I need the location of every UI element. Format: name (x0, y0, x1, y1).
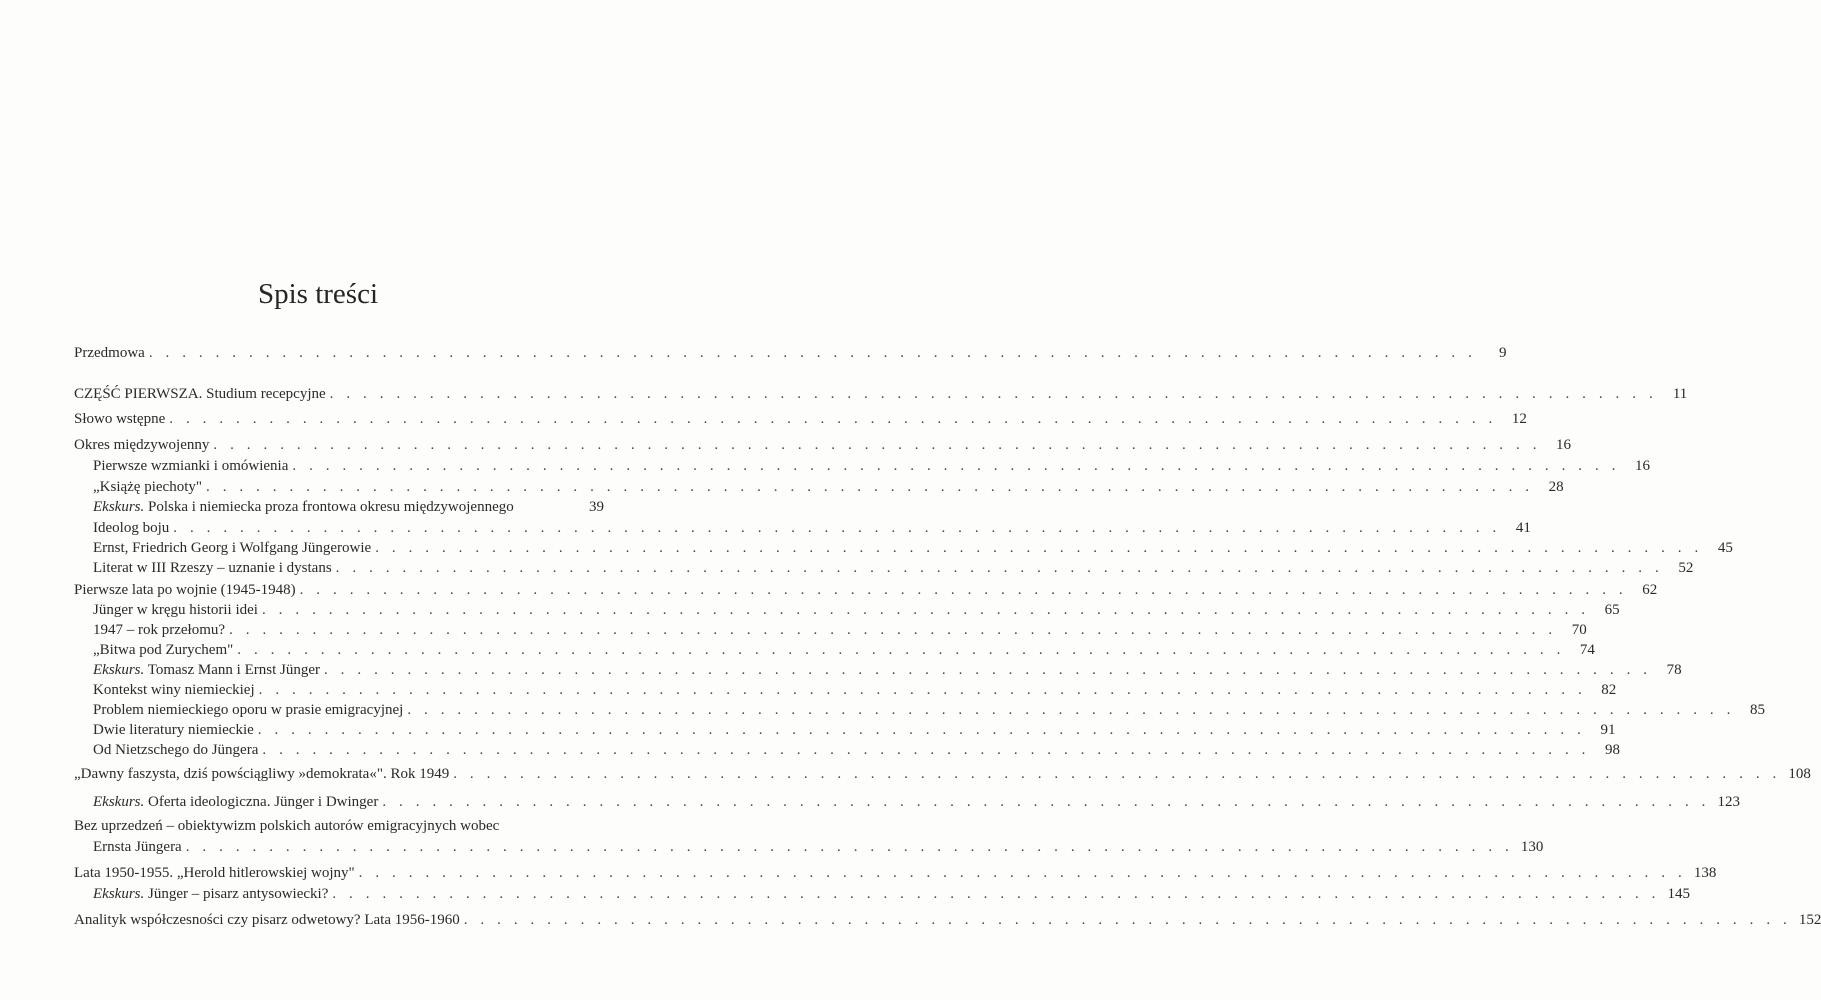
toc-entry-title: Jünger – pisarz antysowiecki? (144, 886, 329, 902)
toc-entry-label (74, 765, 449, 783)
toc-entry-label (74, 385, 326, 403)
toc-page-number: 45 (1717, 540, 1733, 556)
ekskurs-prefix: Ekskurs. (93, 662, 145, 678)
toc-page-number: 12 (1511, 411, 1527, 427)
toc-entry-title: Oferta ideologiczna. Jünger i Dwinger (144, 794, 379, 810)
toc-entry-title: Problem niemieckiego oporu w prasie emigracyjnej (93, 702, 404, 718)
toc-entry-title: Jünger w kręgu historii idei (93, 602, 258, 618)
toc-entry-title: „Dawny faszysta, dziś powściągliwy »demokrata«". Rok 1949 (74, 766, 450, 782)
toc-entry-label (93, 498, 514, 516)
dot-leader: . . . . . . . . . . . . . . . . . . . . . . . . . . . . . . . . . . . . . . . . . . . . . . . . . . . . . . . . . . . . . . . . . . . . . . . . . . . . . . . . (463, 912, 1792, 928)
dot-leader: . . . . . . . . . . . . . . . . . . . . . . . . . . . . . . . . . . . . . . . . . . . . . . . . . . . . . . . . . . . . . . . . . . . . . . . . . . . . . . . . (173, 520, 1501, 536)
toc-entry-label (93, 661, 320, 679)
toc-entry[interactable] (74, 765, 1811, 783)
toc-page-number: 28 (1548, 479, 1564, 495)
dot-leader: . . . . . . . . . . . . . . . . . . . . . . . . . . . . . . . . . . . . . . . . . . . . . . . . . . . . . . . . . . . . . . . . . . . . . . . . . . . . . . . . (453, 766, 1781, 782)
toc-entry[interactable] (74, 911, 1821, 929)
dot-leader: . . . . . . . . . . . . . . . . . . . . . . . . . . . . . . . . . . . . . . . . . . . . . . . . . . . . . . . . . . . . . . . . . . . . . . . . . . . . . . . . (237, 642, 1565, 658)
toc-page-number: 74 (1579, 642, 1595, 658)
dot-leader: . . . . . . . . . . . . . . . . . . . . . . . . . . . . . . . . . . . . . . . . . . . . . . . . . . . . . . . . . . . . . . . . . . . . . . . . . . . . . . . . (169, 411, 1497, 427)
toc-entry-label (93, 793, 378, 811)
dot-leader: . . . . . . . . . . . . . . . . . . . . . . . . . . . . . . . . . . . . . . . . . . . . . . . . . . . . . . . . . . . . . . . . . . . . . . . . . . . . . . . . (329, 386, 1658, 402)
toc-entry-label (74, 436, 209, 454)
toc-entry-label (93, 621, 225, 639)
dot-leader: . . . . . . . . . . . . . . . . . . . . . . . . . . . . . . . . . . . . . . . . . . . . . . . . . . . . . . . . . . . . . . . . . . . . . . . . . . . . . . . . (229, 622, 1557, 638)
toc-entry-title: Pierwsze lata po wojnie (1945-1948) (74, 582, 296, 598)
dot-leader: . . . . . . . . . . . . . . . . . . . . . . . . . . . . . . . . . . . . . . . . . . . . . . . . . . . . . . . . . . . . . . . . . . . . . . . . . . . . . . . . (407, 702, 1735, 718)
toc-page-number: 41 (1515, 520, 1531, 536)
toc-entry[interactable] (93, 539, 1733, 557)
toc-entry-label (74, 344, 145, 362)
toc-page-number: 82 (1601, 682, 1617, 698)
toc-entry-label (74, 410, 165, 428)
toc-page-number: 98 (1605, 742, 1621, 758)
toc-entry[interactable] (93, 601, 1620, 619)
toc-entry-label (74, 911, 460, 929)
toc-entry[interactable] (93, 661, 1682, 679)
toc-entry[interactable] (74, 436, 1572, 454)
toc-page-number: 78 (1666, 662, 1682, 678)
toc-entry[interactable] (93, 519, 1531, 537)
toc-entry-title: 1947 – rok przełomu? (93, 622, 226, 638)
toc-entry[interactable] (93, 838, 1544, 856)
toc-entry[interactable] (93, 741, 1621, 759)
toc-entry[interactable] (74, 410, 1527, 428)
dot-leader: . . . . . . . . . . . . . . . . . . . . . . . . . . . . . . . . . . . . . . . . . . . . . . . . . . . . . . . . . . . . . . . . . . . . . . . . . . . . . . . . (148, 345, 1477, 361)
toc-entry[interactable] (93, 478, 1564, 496)
toc-entry[interactable] (74, 581, 1658, 599)
toc-page-number: 52 (1678, 560, 1694, 576)
toc-entry-title: Lata 1950-1955. „Herold hitlerowskiej wojny" (74, 865, 355, 881)
toc-entry-label (93, 838, 182, 856)
toc-entry-title: Dwie literatury niemieckie (93, 722, 254, 738)
dot-leader: . . . . . . . . . . . . . . . . . . . . . . . . . . . . . . . . . . . . . . . . . . . . . . . . . . . . . . . . . . . . . . . . . . . . . . . . . . . . . . . . (299, 582, 1628, 598)
toc-entry-title: CZĘŚĆ PIERWSZA. Studium recepcyjne (74, 386, 326, 402)
toc-entry-title: Tomasz Mann i Ernst Jünger (144, 662, 320, 678)
dot-leader: . . . . . . . . . . . . . . . . . . . . . . . . . . . . . . . . . . . . . . . . . . . . . . . . . . . . . . . . . . . . . . . . . . . . . . . . . . . . . . . . (262, 742, 1591, 758)
toc-entry[interactable] (74, 864, 1717, 882)
toc-entry-label (74, 581, 296, 599)
ekskurs-prefix: Ekskurs. (93, 499, 145, 515)
toc-page-number: 65 (1604, 602, 1620, 618)
toc-entry-title: Przedmowa (74, 345, 145, 361)
toc-entry-title: Analityk współczesności czy pisarz odwetowy? Lata 1956-1960 (74, 912, 460, 928)
toc-page-number: 11 (1672, 386, 1688, 402)
toc-entry[interactable] (93, 559, 1694, 577)
toc-entry-title: „Bitwa pod Zurychem" (93, 642, 234, 658)
toc-entry-label (93, 701, 403, 719)
toc-entry-label: Bez uprzedzeń – obiektywizm polskich autorów emigracyjnych wobec (74, 818, 500, 834)
toc-entry[interactable] (93, 498, 604, 516)
toc-entry[interactable] (93, 701, 1765, 719)
toc-entry-title: Literat w III Rzeszy – uznanie i dystans (93, 560, 332, 576)
ekskurs-prefix: Ekskurs. (93, 794, 145, 810)
toc-page-number: 9 (1498, 345, 1507, 361)
toc-entry[interactable] (93, 721, 1616, 739)
toc-entry[interactable] (93, 621, 1587, 639)
toc-entry-label (93, 641, 233, 659)
dot-leader: . . . . . . . . . . . . . . . . . . . . . . . . . . . . . . . . . . . . . . . . . . . . . . . . . . . . . . . . . . . . . . . . . . . . . . . . . . . . . . . . (335, 560, 1664, 576)
toc-entry[interactable] (93, 681, 1617, 699)
toc-page-number: 85 (1749, 702, 1765, 718)
toc-entry[interactable] (74, 344, 1507, 362)
toc-page-number: 138 (1693, 865, 1717, 881)
toc-page-number: 16 (1635, 458, 1651, 474)
toc-entry-title: Ideolog boju (93, 520, 170, 536)
toc-entry[interactable] (74, 385, 1688, 403)
toc-entry[interactable] (93, 457, 1651, 475)
toc-entry-title: „Książę piechoty" (93, 479, 202, 495)
toc-entry-label (93, 885, 328, 903)
page-title: Spis treści (257, 278, 379, 310)
toc-entry[interactable] (93, 641, 1595, 659)
dot-leader: . . . . . . . . . . . . . . . . . . . . . . . . . . . . . . . . . . . . . . . . . . . . . . . . . . . . . . . . . . . . . . . . . . . . . . . . . . . . . . . . (375, 540, 1703, 556)
toc-entry-title: Polska i niemiecka proza frontowa okresu międzywojennego (144, 499, 514, 515)
toc-page-number: 16 (1556, 437, 1572, 453)
dot-leader: . . . . . . . . . . . . . . . . . . . . . . . . . . . . . . . . . . . . . . . . . . . . . . . . . . . . . . . . . . . . . . . . . . . . . . . . . . . . . . . . (292, 458, 1621, 474)
toc-page-number: 62 (1642, 582, 1658, 598)
toc-entry-label (93, 601, 258, 619)
dot-leader: . . . . . . . . . . . . . . . . . . . . . . . . . . . . . . . . . . . . . . . . . . . . . . . . . . . . . . . . . . . . . . . . . . . . . . . . . . . . . . . . (185, 839, 1514, 855)
toc-entry-title: Pierwsze wzmianki i omówienia (93, 458, 289, 474)
dot-leader: . . . . . . . . . . . . . . . . . . . . . . . . . . . . . . . . . . . . . . . . . . . . . . . . . . . . . . . . . . . . . . . . . . . . . . . . . . . . . . . . (213, 437, 1542, 453)
toc-entry-label (93, 457, 288, 475)
dot-leader: . . . . . . . . . . . . . . . . . . . . . . . . . . . . . . . . . . . . . . . . . . . . . . . . . . . . . . . . . . . . . . . . . . . . . . . . . . . . . . . . (382, 794, 1710, 810)
toc-entry-label (93, 741, 258, 759)
toc-page-number: 108 (1788, 766, 1811, 782)
toc-entry-label (93, 539, 371, 557)
toc-page-number: 70 (1571, 622, 1587, 638)
dot-leader: . . . . . . . . . . . . . . . . . . . . . . . . . . . . . . . . . . . . . . . . . . . . . . . . . . . . . . . . . . . . . . . . . . . . . . . . . . . . . . . . (206, 479, 1534, 495)
toc-entry-title: Ernst, Friedrich Georg i Wolfgang Jüngerowie (93, 540, 372, 556)
toc-entry-label (93, 519, 169, 537)
dot-leader: . . . . . . . . . . . . . . . . . . . . . . . . . . . . . . . . . . . . . . . . . . . . . . . . . . . . . . . . . . . . . . . . . . . . . . . . . . . . . . . . (323, 662, 1652, 678)
toc-entry-title: Od Nietzschego do Jüngera (93, 742, 259, 758)
toc-page-number: 152 (1798, 912, 1821, 928)
dot-leader: . . . . . . . . . . . . . . . . . . . . . . . . . . . . . . . . . . . . . . . . . . . . . . . . . . . . . . . . . . . . . . . . . . . . . . . . . . . . . . . . (261, 602, 1590, 618)
toc-entry-label (93, 681, 255, 699)
toc-page-number: 145 (1667, 886, 1691, 902)
toc-page-number: 39 (589, 499, 604, 515)
toc-entry-title: Okres międzywojenny (74, 437, 210, 453)
toc-entry-label (93, 478, 202, 496)
toc-page-number: 123 (1717, 794, 1740, 810)
toc-entry[interactable] (93, 793, 1740, 811)
toc-entry-title: Kontekst winy niemieckiej (93, 682, 255, 698)
toc-page-number: 91 (1600, 722, 1616, 738)
toc-entry-title: Ernsta Jüngera (93, 839, 182, 855)
toc-page-number: 130 (1520, 839, 1544, 855)
dot-leader: . . . . . . . . . . . . . . . . . . . . . . . . . . . . . . . . . . . . . . . . . . . . . . . . . . . . . . . . . . . . . . . . . . . . . . . . . . . . . . . . (257, 722, 1586, 738)
toc-entry-label (74, 864, 355, 882)
toc-entry-label (93, 559, 332, 577)
toc-entry-title: Słowo wstępne (74, 411, 166, 427)
dot-leader: . . . . . . . . . . . . . . . . . . . . . . . . . . . . . . . . . . . . . . . . . . . . . . . . . . . . . . . . . . . . . . . . . . . . . . . . . . . . . . . . (332, 886, 1661, 902)
toc-entry-label (93, 721, 254, 739)
dot-leader: . . . . . . . . . . . . . . . . . . . . . . . . . . . . . . . . . . . . . . . . . . . . . . . . . . . . . . . . . . . . . . . . . . . . . . . . . . . . . . . . (258, 682, 1587, 698)
toc-entry[interactable] (93, 885, 1691, 903)
ekskurs-prefix: Ekskurs. (93, 886, 145, 902)
dot-leader: . . . . . . . . . . . . . . . . . . . . . . . . . . . . . . . . . . . . . . . . . . . . . . . . . . . . . . . . . . . . . . . . . . . . . . . . . . . . . . . . (358, 865, 1687, 881)
